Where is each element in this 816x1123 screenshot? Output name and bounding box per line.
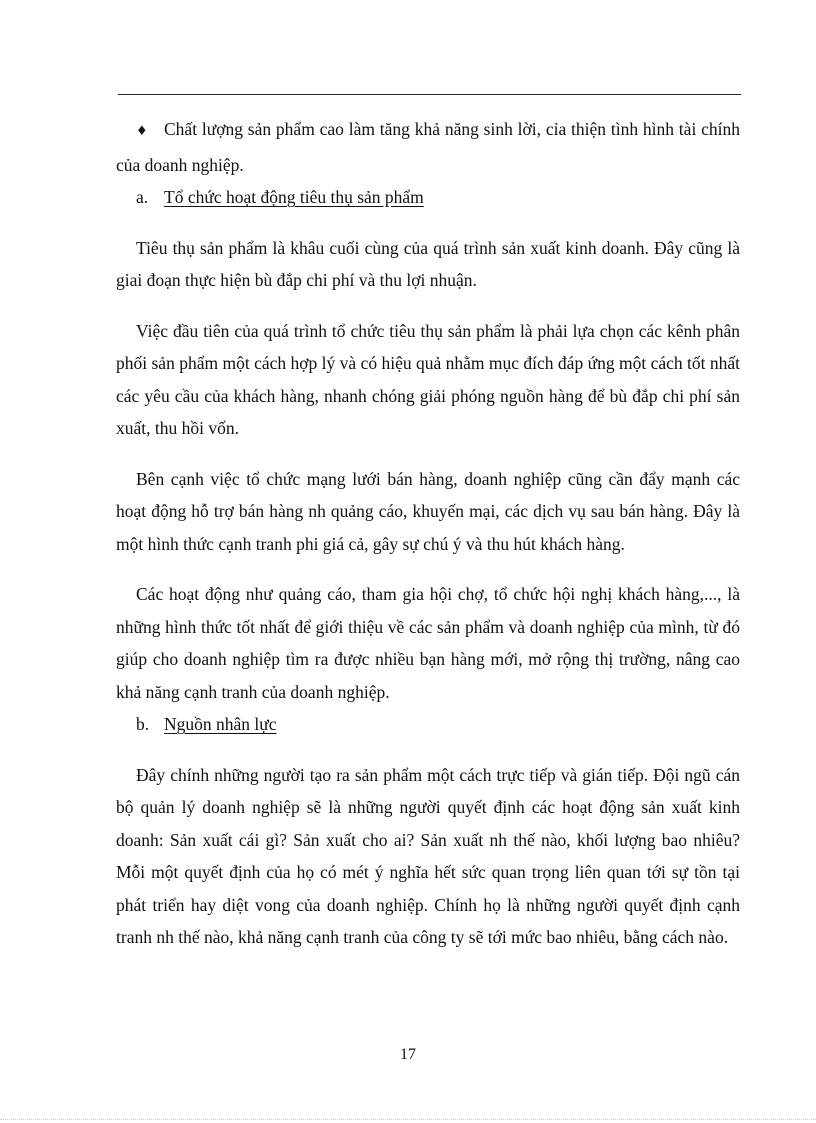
- page-bottom-border: [0, 1119, 816, 1120]
- page-number: 17: [400, 1046, 416, 1063]
- diamond-bullet-icon: ♦: [136, 124, 148, 139]
- section-heading-a: [116, 181, 740, 214]
- header-rule: [118, 94, 741, 95]
- paragraph: Các hoạt động như quảng cáo, tham gia hội chợ, tổ chức hội nghị khách hàng,..., là những hình thức tốt nhất để giới thiệu về các sản phẩm và doanh nghiệp của mình, từ đó giúp cho doanh nghiệp tìm ra được nhiều bạn hàng mới, mở rộng thị trường, nâng cao khả năng cạnh tranh của doanh nghiệp.: [116, 584, 740, 702]
- page-body: [116, 113, 740, 954]
- section-letter: a.: [136, 187, 149, 207]
- paragraph: Việc đầu tiên của quá trình tổ chức tiêu thụ sản phẩm là phải lựa chọn các kênh phân phối sản phẩm một cách hợp lý và có hiệu quả nhằm mục đích đáp ứng một cách tốt nhất các yêu cầu của khách hàng, nhanh chóng giải phóng nguồn hàng để bù đắp chi phí sản xuất, thu hồi vốn.: [116, 320, 740, 438]
- section-title: Tổ chức hoạt động tiêu thụ sản phẩm: [164, 187, 424, 207]
- section-letter: b.: [136, 714, 150, 734]
- section-title: Nguồn nhân lực: [164, 714, 277, 734]
- paragraph: Tiêu thụ sản phẩm là khâu cuối cùng của quá trình sản xuất kinh doanh. Đây cũng là giai đoạn thực hiện bù đắp chi phí và thu lợi nhuận.: [116, 237, 740, 290]
- section-heading-b: [116, 708, 740, 741]
- paragraph: Bên cạnh việc tổ chức mạng lưới bán hàng, doanh nghiệp cũng cần đẩy mạnh các hoạt động hỗ trợ bán hàng nh quảng cáo, khuyến mại, các dịch vụ sau bán hàng. Đây là một hình thức cạnh tranh phi giá cả, gây sự chú ý và thu hút khách hàng.: [116, 468, 740, 554]
- bullet-text: Chất lượng sản phẩm cao làm tăng khả năng sinh lời, cỉa thiện tình hình tài chính của doanh nghiệp.: [116, 119, 740, 175]
- bullet-paragraph: [116, 113, 740, 181]
- paragraph: Đây chính những người tạo ra sản phẩm một cách trực tiếp và gián tiếp. Đội ngũ cán bộ quản lý doanh nghiệp sẽ là những người quyết định các hoạt động sản xuất kinh doanh: Sản xuất cái gì? Sản xuất cho ai? Sản xuất nh thế nào, khối lượng bao nhiêu? Mỗi một quyết định của họ có mét ý nghĩa hết sức quan trọng liên quan tới sự tồn tại phát triển hay diệt vong của doanh nghiệp. Chính họ là những người quyết định cạnh tranh nh thế nào, khả năng cạnh tranh của công ty sẽ tới mức bao nhiêu, bằng cách nào.: [116, 764, 740, 947]
